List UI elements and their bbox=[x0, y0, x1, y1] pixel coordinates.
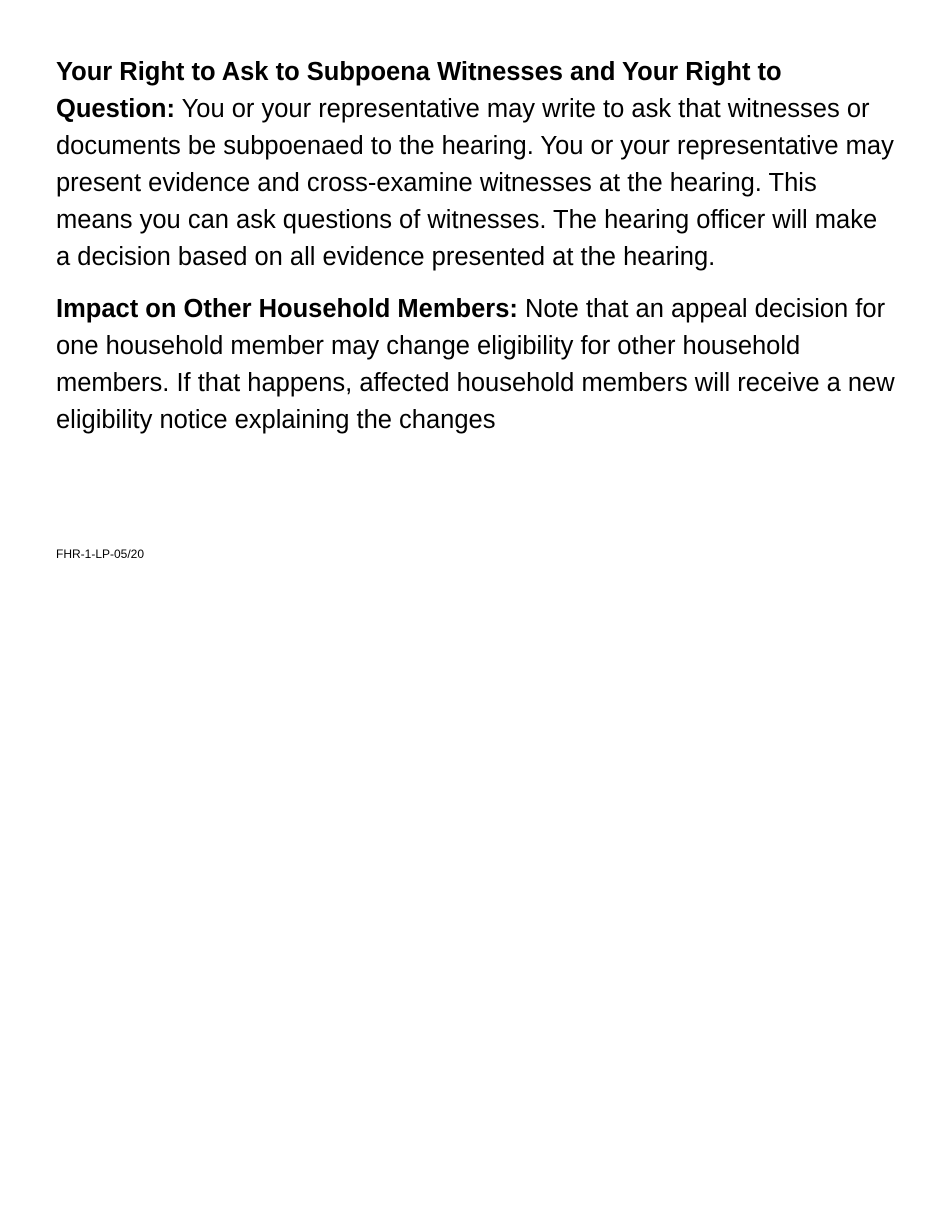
household-impact-text: Note that an appeal decision for one household member may change eligibility for other household members. If that happens, affected household members will receive a new eligibility notice explaining the changes bbox=[56, 295, 895, 434]
household-impact-heading: Impact on Other Household Members: bbox=[56, 295, 518, 323]
subpoena-rights-paragraph bbox=[56, 54, 896, 276]
household-impact-paragraph bbox=[56, 291, 896, 439]
subpoena-rights-text: You or your representative may write to ask that witnesses or documents be subpoenaed to the hearing. You or your representative may present evidence and cross-examine witnesses at the hearing. This means you can ask questions of witnesses. The hearing officer will make a decision based on all evidence presented at the hearing. bbox=[56, 95, 894, 271]
document-page bbox=[56, 54, 896, 454]
subpoena-rights-heading: Your Right to Ask to Subpoena Witnesses and Your Right to Question: bbox=[56, 58, 782, 123]
form-code: FHR-1-LP-05/20 bbox=[56, 547, 145, 561]
